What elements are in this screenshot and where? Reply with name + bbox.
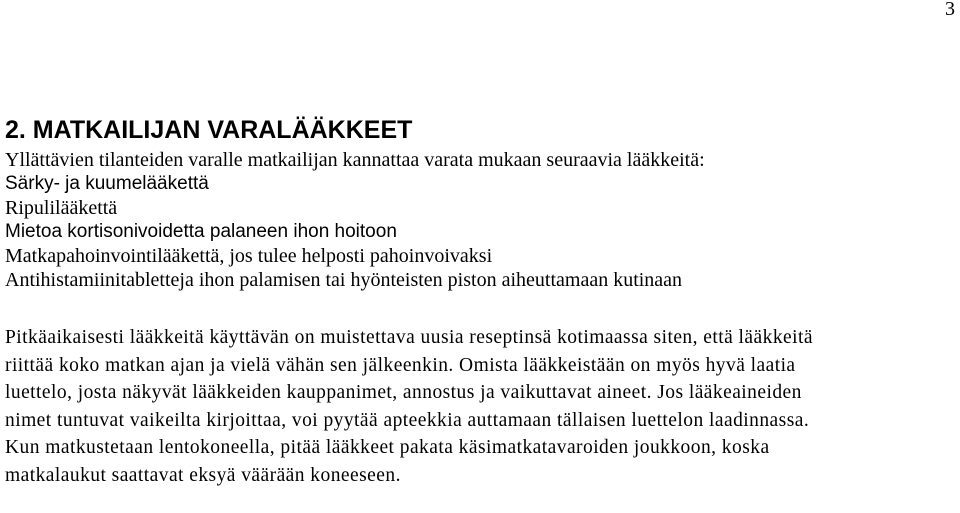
paragraph-line: matkalaukut saattavat eksyä väärään koneeseen. bbox=[5, 464, 401, 486]
paragraph-line: nimet tuntuvat vaikeilta kirjoittaa, voi pyytää apteekkia auttamaan tällaisen luettelon laadinnassa. bbox=[5, 409, 810, 431]
page-number: 3 bbox=[945, 0, 955, 20]
paragraph-line: Kun matkustetaan lentokoneella, pitää lääkkeet pakata käsimatkatavaroiden joukkoon, koska bbox=[5, 437, 770, 458]
list-item: Antihistamiinitabletteja ihon palamisen tai hyönteisten piston aiheuttamaan kutinaan bbox=[5, 269, 683, 291]
section-heading: 2. MATKAILIJAN VARALÄÄKKEET bbox=[5, 116, 413, 144]
list-item: Mietoa kortisonivoidetta palaneen ihon hoitoon bbox=[5, 221, 397, 242]
paragraph-line: luettelo, josta näkyvät lääkkeiden kauppanimet, annostus ja vaikuttavat aineet. Jos lääkeaineiden bbox=[5, 382, 802, 403]
list-item: Särky- ja kuumelääkettä bbox=[5, 173, 209, 194]
document-body bbox=[5, 114, 955, 489]
body-paragraph bbox=[5, 324, 955, 489]
paragraph-line: Pitkäaikaisesti lääkkeitä käyttävän on muistettava uusia reseptinsä kotimaassa siten, että lääkkeitä bbox=[5, 327, 813, 348]
list-item: Ripulilääkettä bbox=[5, 197, 118, 219]
paragraph-line: riittää koko matkan ajan ja vielä vähän sen jälkeenkin. Omista lääkkeistään on myös hyvä laatia bbox=[5, 354, 796, 376]
medicine-list bbox=[5, 172, 955, 292]
intro-text: Yllättävien tilanteiden varalle matkailijan kannattaa varata mukaan seuraavia lääkkeitä: bbox=[5, 149, 705, 171]
list-item: Matkapahoinvointilääkettä, jos tulee helposti pahoinvoivaksi bbox=[5, 245, 493, 267]
spacer bbox=[5, 292, 955, 324]
